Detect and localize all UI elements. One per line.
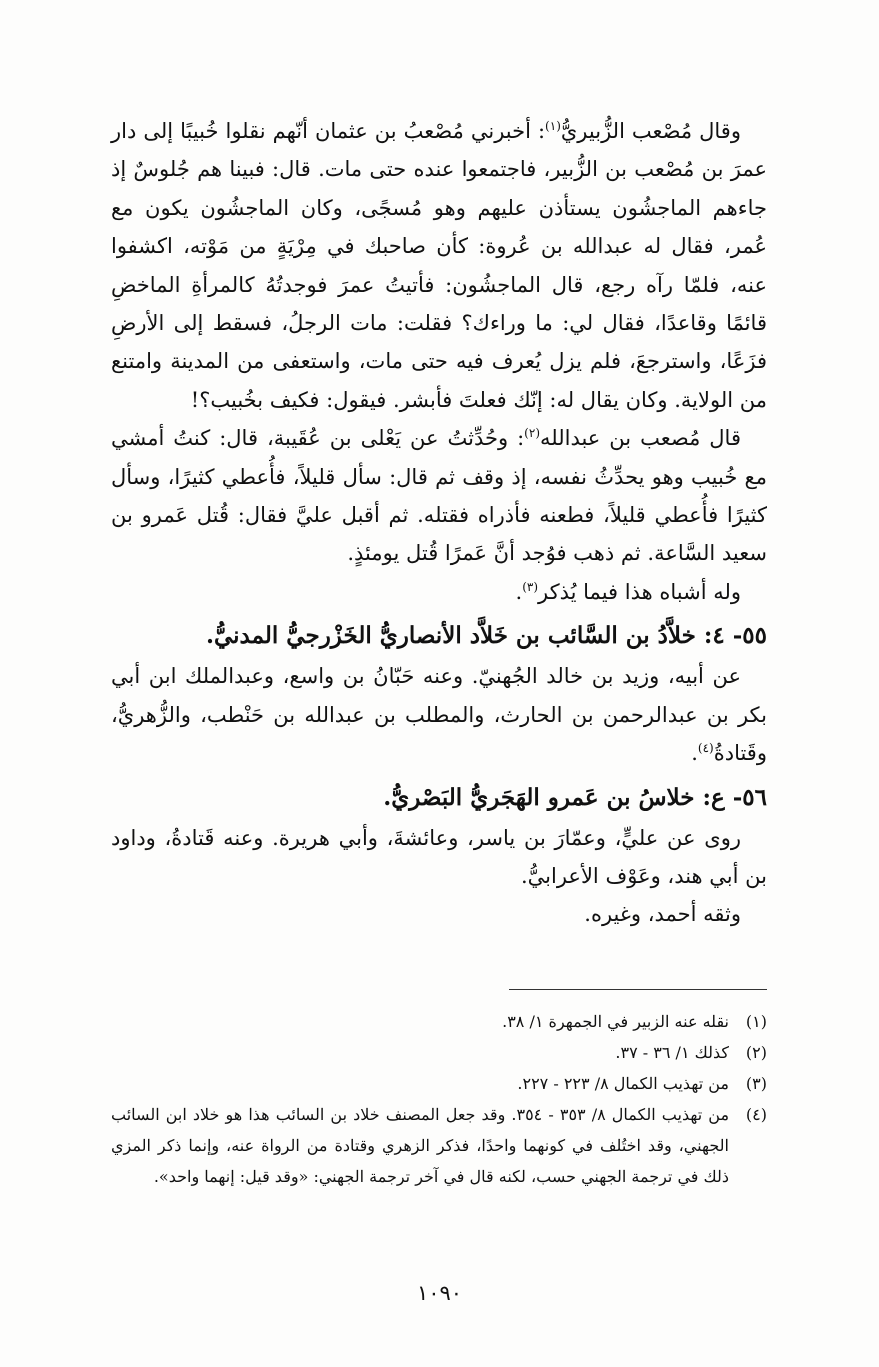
paragraph-text: . — [515, 579, 523, 604]
paragraph-text: روى عن عليٍّ، وعمّارَ بن ياسر، وعائشةَ، وأبي هريرة. وعنه قَتادةُ، وداود بن أبي هند، وعَوْف الأعرابيُّ. — [111, 825, 767, 888]
footnote-ref[interactable]: (٣) — [522, 579, 539, 594]
paragraph-text: : أخبرني مُصْعبُ بن عثمان أنّهم نقلوا خُبيبًا إلى دار عمرَ بن مُصْعب بن الزُّبير، فاجتمعوا عنده حتى مات. قال: فبينا هم جُلوسٌ إذ جاءهم الماجشُون يستأذن عليهم وهو مُسجًى، وكان الماجشُون يكون مع عُمر، فقال له عبدالله بن عُروة: كأن صاحبك في مِرْيَةٍ من مَوْته، اكشفوا عنه، فلمّا رآه رجع، قال الماجشُون: فأتيتُ عمرَ فوجدتُهُ كالمرأةِ الماخضِ قائمًا وقاعدًا، فقال لي: ما وراءك؟ فقلت: مات الرجلُ، فسقط إلى الأرضِ فزَعًا، واسترجعَ، فلم يزل يُعرف فيه حتى مات، واستعفى من المدينة وامتنع من الولاية. وكان يقال له: إنّك فعلتَ فأبشر. فيقول: فكيف بخُبيب؟! — [111, 119, 767, 412]
paragraph-text: عن أبيه، وزيد بن خالد الجُهنيّ. وعنه حَبّانُ بن واسع، وعبدالملك ابن أبي بكر بن عبدالرحمن بن الحارث، والمطلب بن عبدالله بن حَنْطب، والزُّهريُّ، وقَتادةُ — [111, 664, 767, 766]
footnote-number: (٢) — [745, 1043, 767, 1062]
paragraph-text: وثقه أحمد، وغيره. — [584, 902, 741, 927]
entry-heading-khilas: ٥٦- ع: خلاسُ بن عَمرو الهَجَريُّ البَصْريُّ. — [383, 783, 767, 811]
footnote-text: من تهذيب الكمال ٨/ ٢٢٣ - ٢٢٧. — [517, 1074, 729, 1093]
footnote-ref[interactable]: (٤) — [697, 741, 714, 756]
paragraph-khilas-narrators — [111, 819, 767, 896]
footnote-text: من تهذيب الكمال ٨/ ٣٥٣ - ٣٥٤. وقد جعل المصنف خلاد بن السائب هذا هو خلاد ابن السائب الجهني، وقد اختُلف في كونهما واحدًا، فذكر الزهري وقتادة من الرواة عنه، وإنما ذكر المزي ذلك في ترجمة الجهني حسب، لكنه قال في آخر ترجمة الجهني: «وقد قيل: إنهما واحد». — [111, 1105, 730, 1186]
page-number: ١٠٩٠ — [416, 1281, 463, 1305]
footnote-separator — [509, 989, 767, 990]
footnote-3 — [111, 1068, 767, 1099]
main-text — [111, 112, 767, 934]
paragraph-khallad-narrators — [111, 657, 767, 772]
paragraph-text: وله أشباه هذا فيما يُذكر — [538, 579, 741, 604]
footnote-text: نقله عنه الزبير في الجمهرة ١/ ٣٨. — [502, 1012, 729, 1031]
footnotes-section — [111, 1006, 767, 1192]
footnote-number: (٣) — [745, 1074, 767, 1093]
paragraph-text: . — [691, 741, 698, 766]
footnote-ref[interactable]: (١) — [545, 119, 561, 133]
paragraph-musab-report — [111, 419, 767, 573]
entry-heading-khallad: ٥٥- ٤: خلاَّدُ بن السَّائب بن خَلاَّد الأنصاريُّ الخَزْرجيُّ المدنيُّ. — [205, 622, 767, 650]
paragraph-similar-reports — [111, 573, 767, 611]
footnote-number: (٤) — [745, 1105, 767, 1124]
paragraph-text: قال مُصعب بن عبدالله — [540, 426, 741, 451]
paragraph-text: : وحُدِّثتُ عن يَعْلى بن عُقَيبة، قال: كنتُ أمشي مع خُبيب وهو يحدِّثُ نفسه، إذ وقف ثم قال: سأل قليلاً، فأُعطي كثيرًا، وسأل كثيرًا فأُعطي قليلاً، فطعنه فأذراه فقتله. ثم أقبل عليَّ فقال: قُتل عَمرو بن سعيد السَّاعة. ثم ذهب فوُجد أنَّ عَمرًا قُتل يومئذٍ. — [111, 426, 767, 566]
paragraph-text: وقال مُصْعب الزُّبيريُّ — [560, 119, 741, 143]
footnote-number: (١) — [745, 1012, 767, 1031]
footnote-4 — [111, 1099, 767, 1192]
footnote-2 — [111, 1037, 767, 1068]
footnote-text: كذلك ١/ ٣٦ - ٣٧. — [615, 1043, 729, 1062]
paragraph-khilas-trust — [111, 895, 767, 933]
paragraph-burial-story — [111, 112, 767, 419]
footnote-ref[interactable]: (٢) — [524, 426, 540, 441]
footnote-1 — [111, 1006, 767, 1037]
